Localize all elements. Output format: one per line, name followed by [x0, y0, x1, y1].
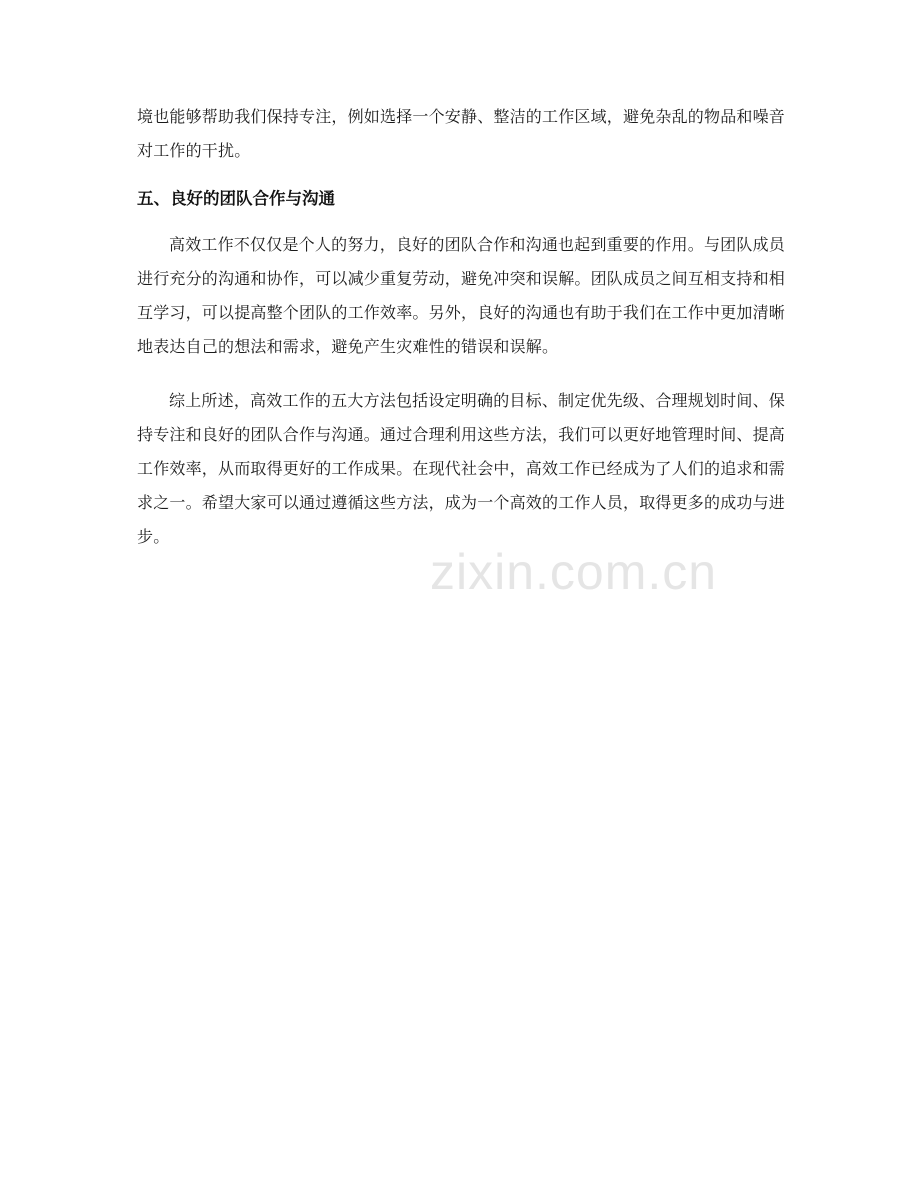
- section-heading: 五、良好的团队合作与沟通: [137, 189, 335, 208]
- paragraph-continuation: 境也能够帮助我们保持专注，例如选择一个安静、整洁的工作区域，避免杂乱的物品和噪音对工作的干扰。: [137, 107, 786, 160]
- watermark: zixin.com.cn: [430, 544, 718, 600]
- paragraph-teamwork: 高效工作不仅仅是个人的努力，良好的团队合作和沟通也起到重要的作用。与团队成员进行充分的沟通和协作，可以减少重复劳动，避免冲突和误解。团队成员之间互相支持和相互学习，可以提高整个团队的工作效率。另外，良好的沟通也有助于我们在工作中更加清晰地表达自己的想法和需求，避免产生灾难性的错误和误解。: [137, 235, 786, 356]
- document-body: [137, 100, 785, 554]
- paragraph-conclusion: 综上所述，高效工作的五大方法包括设定明确的目标、制定优先级、合理规划时间、保持专注和良好的团队合作与沟通。通过合理利用这些方法，我们可以更好地管理时间、提高工作效率，从而取得更好的工作成果。在现代社会中，高效工作已经成为了人们的追求和需求之一。希望大家可以通过遵循这些方法，成为一个高效的工作人员，取得更多的成功与进步。: [137, 391, 786, 546]
